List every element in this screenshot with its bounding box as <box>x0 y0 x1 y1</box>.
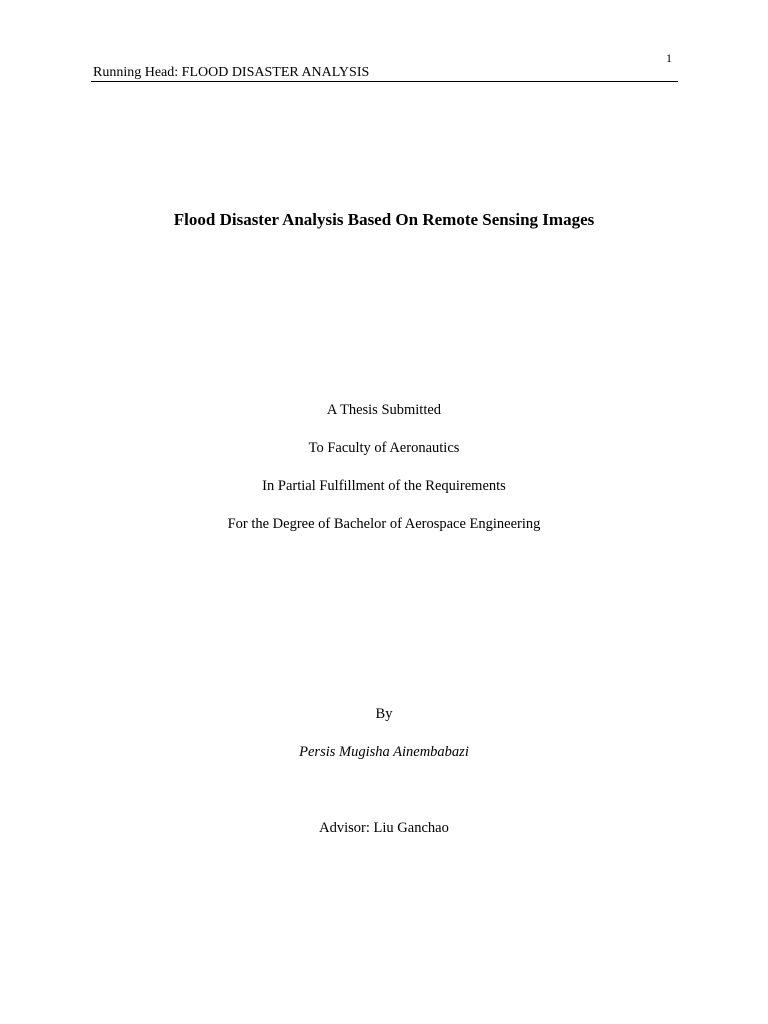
submission-line-4: For the Degree of Bachelor of Aerospace Engineering <box>227 516 541 532</box>
running-head: Running Head: FLOOD DISASTER ANALYSIS <box>93 65 370 80</box>
submission-line-2: To Faculty of Aeronautics <box>308 440 460 456</box>
page-number: 1 <box>666 51 672 65</box>
author-name: Persis Mugisha Ainembabazi <box>299 744 469 760</box>
header-rule <box>91 81 678 82</box>
by-label: By <box>375 706 393 722</box>
advisor-line: Advisor: Liu Ganchao <box>319 820 449 836</box>
submission-line-1: A Thesis Submitted <box>326 402 442 418</box>
submission-line-3: In Partial Fulfillment of the Requirements <box>262 478 506 494</box>
thesis-title: Flood Disaster Analysis Based On Remote Sensing Images <box>173 210 595 229</box>
